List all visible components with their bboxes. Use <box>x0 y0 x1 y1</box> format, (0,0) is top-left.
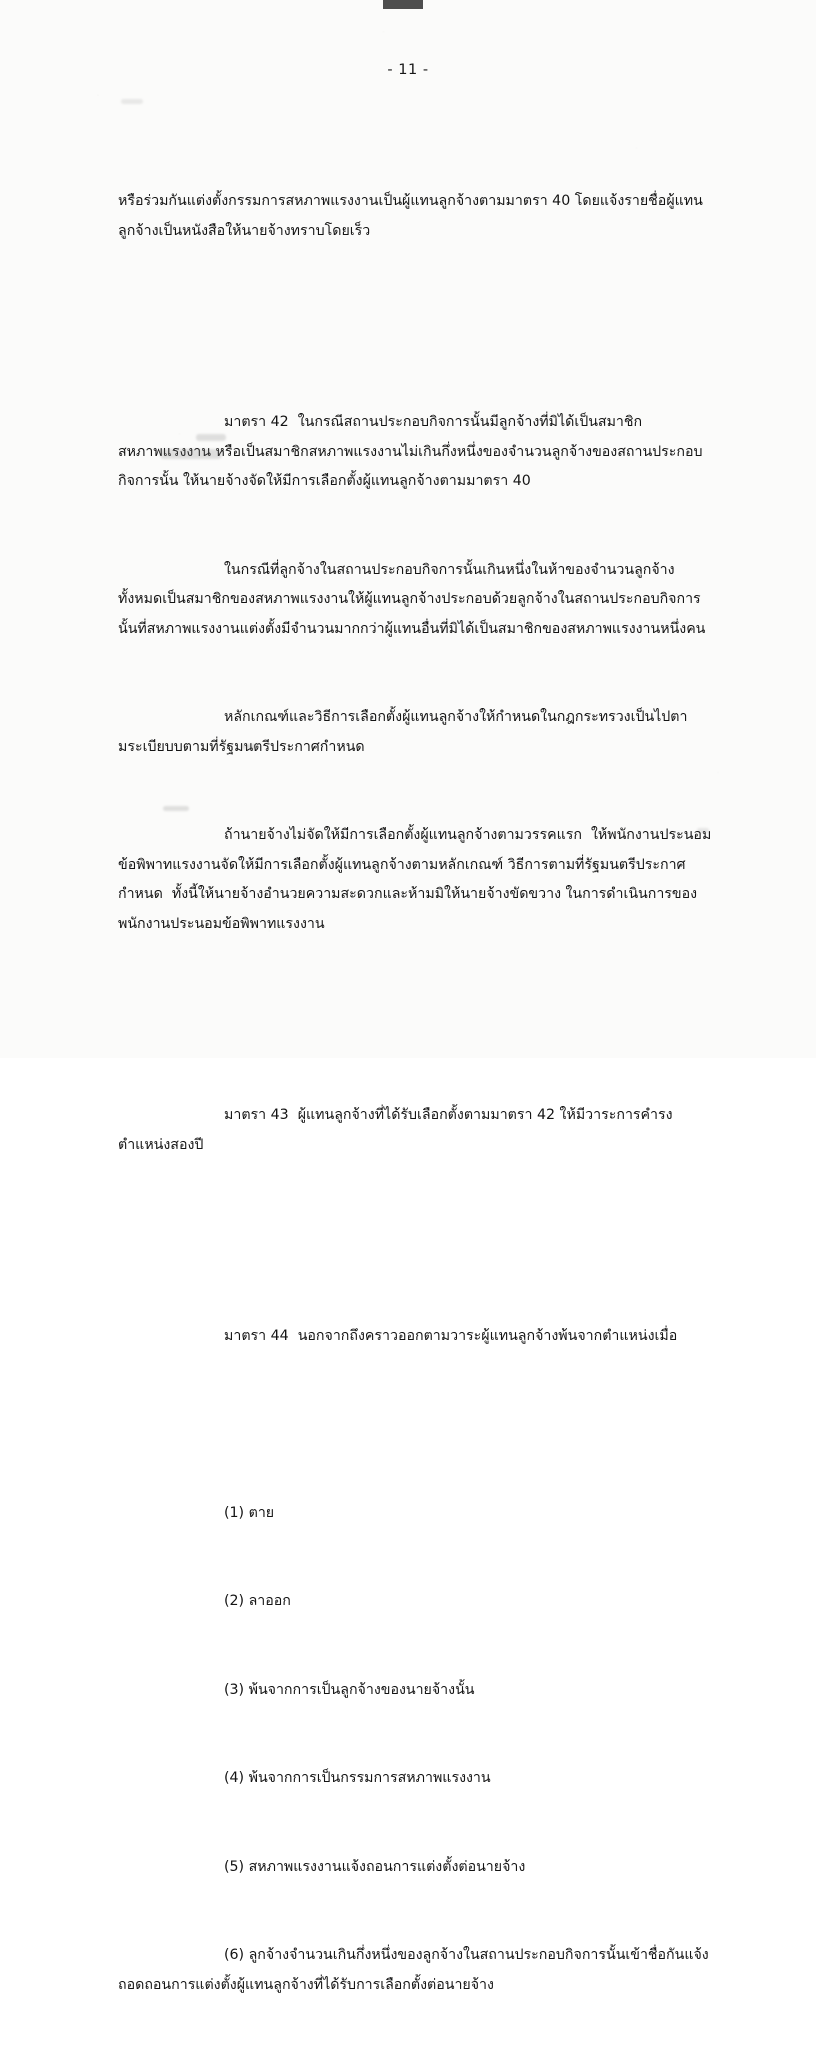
list-spacer <box>118 1411 718 1440</box>
page-number: - 11 - <box>387 62 429 78</box>
list-item: (2) ลาออก <box>224 1593 291 1609</box>
closing-paragraph: (6) ลูกจ้างจำนวนเกินกึ่งหนึ่งของลูกจ้างในสถานประกอบกิจการนั้นเข้าชื่อกันแจ้งถอดถอนการแต่งตั้งผู้แทนลูกจ้างที่ได้รับการเลือกตั้งต่อนายจ้าง <box>118 1947 709 1993</box>
document-body <box>118 128 718 2059</box>
top-edge-scan-mark <box>383 0 423 9</box>
list-item: (4) พ้นจากการเป็นกรรมการสหภาพแรงงาน <box>224 1770 491 1786</box>
paragraph-spacer <box>118 305 718 349</box>
paragraph-1: หรือร่วมกันแต่งตั้งกรรมการสหภาพแรงงานเป็นผู้แทนลูกจ้างตามมาตรา 40 โดยแจ้งรายชื่อผู้แทนลูกจ้างเป็นหนังสือให้นายจ้างทราบโดยเร็ว <box>118 193 703 239</box>
paragraph-7: มาตรา 44 นอกจากถึงคราวออกตามวาระผู้แทนลูกจ้างพ้นจากตำแหน่งเมื่อ <box>224 1328 678 1344</box>
paragraph-3: ในกรณีที่ลูกจ้างในสถานประกอบกิจการนั้นเกินหนึ่งในห้าของจำนวนลูกจ้างทั้งหมดเป็นสมาชิกของสหภาพแรงงานให้ผู้แทนลูกจ้างประกอบด้วยลูกจ้างในสถานประกอบกิจการนั้นที่สหภาพแรงงานแต่งตั้งมีจำนวนมากกว่าผู้แทนอื่นที่มิได้เป็นสมาชิกของสหภาพแรงงานหนึ่งคน <box>118 561 706 637</box>
paragraph-6: มาตรา 43 ผู้แทนลูกจ้างที่ได้รับเลือกตั้งตามมาตรา 42 ให้มีวาระการคำรงตำแหน่งสองปี <box>118 1107 673 1153</box>
paragraph-2: มาตรา 42 ในกรณีสถานประกอบกิจการนั้นมีลูกจ้างที่มิได้เป็นสมาชิกสหภาพแรงงาน หรือเป็นสมาชิกสหภาพแรงงานไม่เกินกึ่งหนึ่งของจำนวนลูกจ้างของสถานประกอบกิจการนั้น ให้นายจ้างจัดให้มีการเลือกตั้งผู้แทนลูกจ้างตามมาตรา 40 <box>118 414 703 489</box>
list-item: (1) ตาย <box>224 1504 275 1521</box>
paragraph-5: ถ้านายจ้างไม่จัดให้มีการเลือกตั้งผู้แทนลูกจ้างตามวรรคแรก ให้พนักงานประนอมข้อพิพาทแรงงานจัดให้มีการเลือกตั้งผู้แทนลูกจ้างตามหลักเกณฑ์ วิธีการตามที่รัฐมนตรีประกาศกำหนด ทั้งนี้ให้นายจ้างอำนวยความสะดวกและห้ามมิให้นายจ้างขัดขวาง ในการดำเนินการของพนักงานประนอมข้อพิพาทแรงงาน <box>118 827 712 932</box>
list-item: (3) พ้นจากการเป็นลูกจ้างของนายจ้างนั้น <box>224 1681 475 1698</box>
scan-smudge <box>121 99 143 104</box>
paragraph-4: หลักเกณฑ์และวิธีการเลือกตั้งผู้แทนลูกจ้างให้กำหนดในกฎกระทรวงเป็นไปตามระเบียบบตามที่รัฐมนตรีประกาศกำหนด <box>118 709 688 755</box>
paragraph-spacer <box>118 998 718 1042</box>
list-item: (5) สหภาพแรงงานแจ้งถอนการแต่งตั้งต่อนายจ้าง <box>224 1858 526 1875</box>
paragraph-spacer <box>118 1219 718 1263</box>
